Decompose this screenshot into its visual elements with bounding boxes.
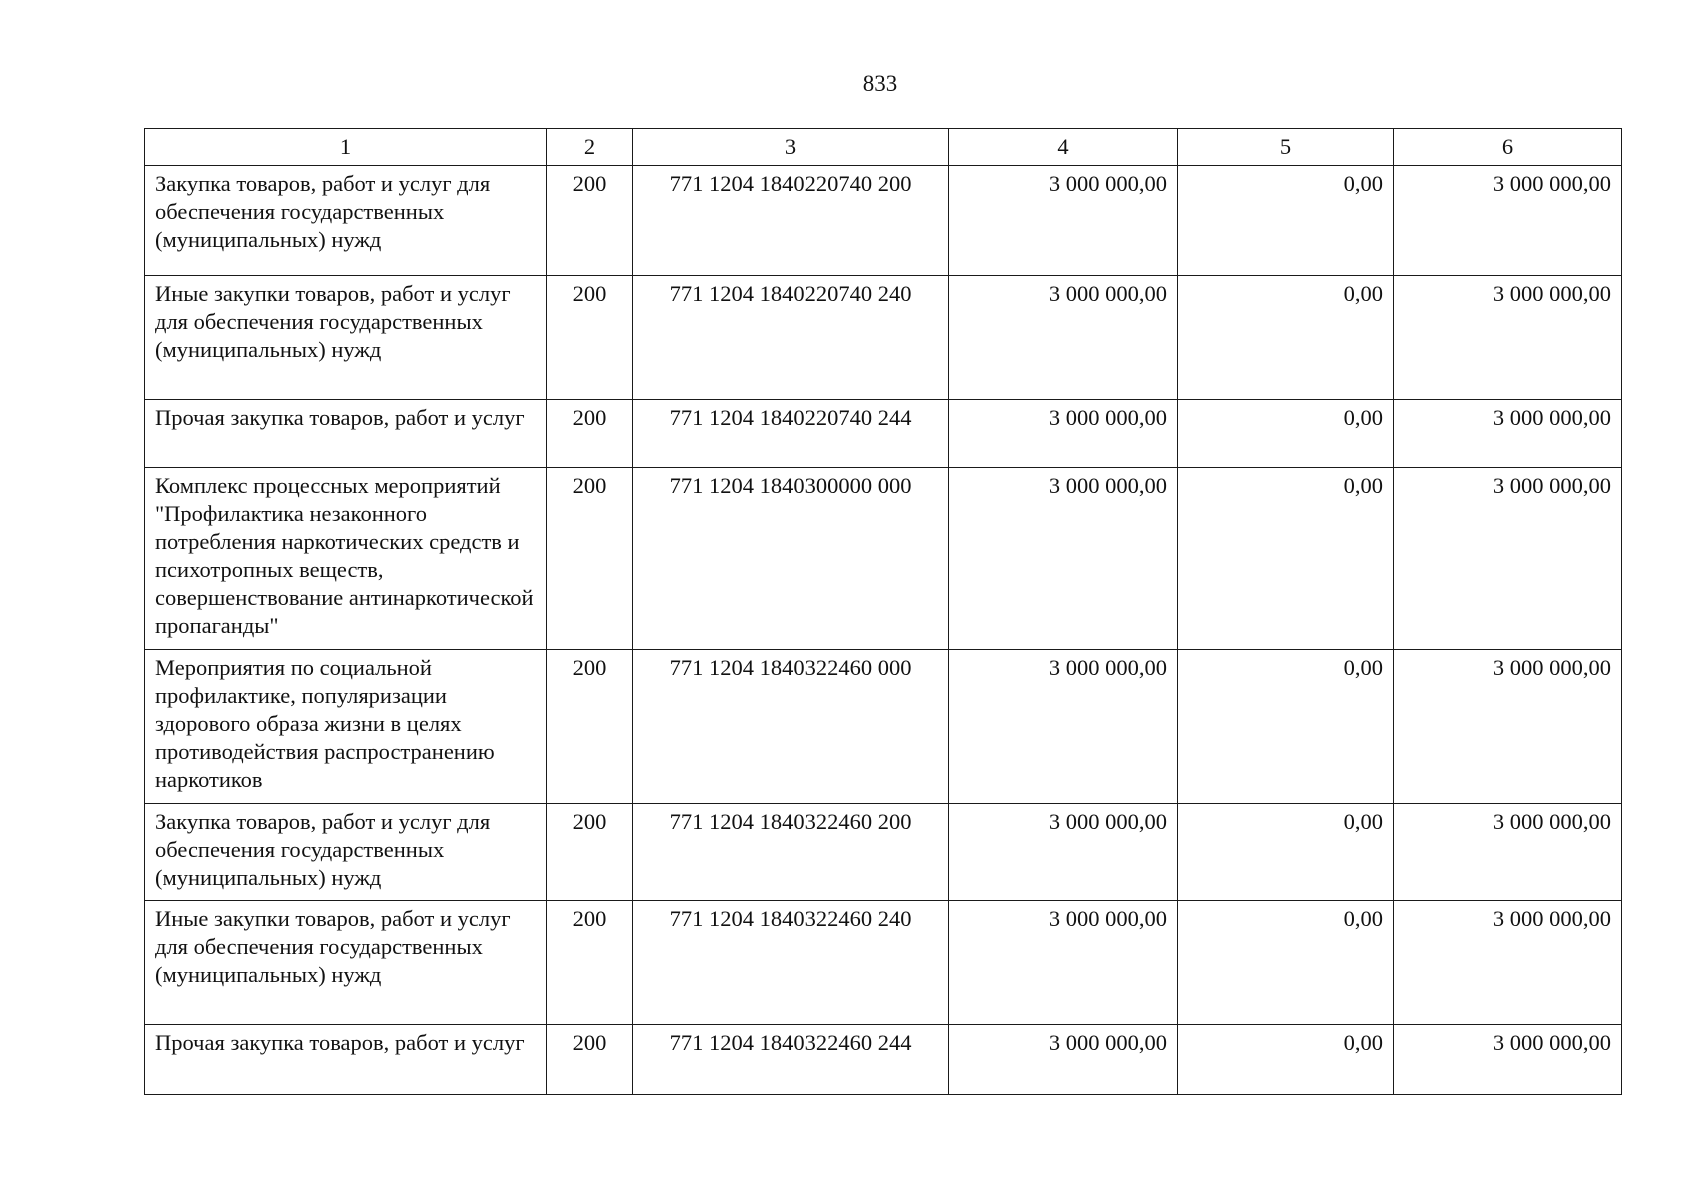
column-header-2: 2	[547, 129, 633, 166]
row-code-cell: 200	[547, 901, 633, 1025]
row-name-cell: Комплекс процессных мероприятий "Профилактика незаконного потребления наркотических средств и психотропных веществ, совершенствование антинаркотической пропаганды"	[145, 468, 547, 650]
row-amount-col6: 3 000 000,00	[1394, 1025, 1622, 1095]
row-name-cell: Прочая закупка товаров, работ и услуг	[145, 400, 547, 468]
table-row	[145, 901, 1622, 1025]
column-header-4: 4	[949, 129, 1178, 166]
row-amount-col6: 3 000 000,00	[1394, 468, 1622, 650]
page-number: 833	[862, 71, 898, 96]
row-amount-col6: 3 000 000,00	[1394, 650, 1622, 804]
row-amount-col5: 0,00	[1178, 400, 1394, 468]
table-row	[145, 166, 1622, 276]
row-kbk-cell: 771 1204 1840220740 240	[633, 276, 949, 400]
row-kbk-cell: 771 1204 1840300000 000	[633, 468, 949, 650]
row-amount-col4: 3 000 000,00	[949, 166, 1178, 276]
table-row	[145, 276, 1622, 400]
row-amount-col4: 3 000 000,00	[949, 1025, 1178, 1095]
column-header-6: 6	[1394, 129, 1622, 166]
row-amount-col5: 0,00	[1178, 901, 1394, 1025]
row-kbk-cell: 771 1204 1840322460 000	[633, 650, 949, 804]
row-amount-col6: 3 000 000,00	[1394, 901, 1622, 1025]
row-code-cell: 200	[547, 166, 633, 276]
row-amount-col6: 3 000 000,00	[1394, 400, 1622, 468]
header-row	[145, 129, 1622, 166]
table-row	[145, 468, 1622, 650]
row-name-cell: Закупка товаров, работ и услуг для обеспечения государственных (муниципальных) нужд	[145, 804, 547, 901]
row-amount-col6: 3 000 000,00	[1394, 804, 1622, 901]
row-amount-col5: 0,00	[1178, 650, 1394, 804]
table-row	[145, 650, 1622, 804]
row-code-cell: 200	[547, 276, 633, 400]
row-amount-col4: 3 000 000,00	[949, 276, 1178, 400]
row-name-cell: Прочая закупка товаров, работ и услуг	[145, 1025, 547, 1095]
row-kbk-cell: 771 1204 1840220740 244	[633, 400, 949, 468]
row-kbk-cell: 771 1204 1840322460 240	[633, 901, 949, 1025]
budget-table	[144, 128, 1622, 1095]
row-amount-col6: 3 000 000,00	[1394, 276, 1622, 400]
table-row	[145, 804, 1622, 901]
row-code-cell: 200	[547, 804, 633, 901]
column-header-5: 5	[1178, 129, 1394, 166]
row-amount-col5: 0,00	[1178, 804, 1394, 901]
row-name-cell: Закупка товаров, работ и услуг для обеспечения государственных (муниципальных) нужд	[145, 166, 547, 276]
row-name-cell: Иные закупки товаров, работ и услуг для обеспечения государственных (муниципальных) нужд	[145, 276, 547, 400]
row-amount-col4: 3 000 000,00	[949, 650, 1178, 804]
table-row	[145, 400, 1622, 468]
row-code-cell: 200	[547, 1025, 633, 1095]
row-amount-col4: 3 000 000,00	[949, 901, 1178, 1025]
column-header-1: 1	[145, 129, 547, 166]
column-header-3: 3	[633, 129, 949, 166]
table-row	[145, 1025, 1622, 1095]
row-amount-col4: 3 000 000,00	[949, 804, 1178, 901]
row-code-cell: 200	[547, 468, 633, 650]
row-amount-col6: 3 000 000,00	[1394, 166, 1622, 276]
row-amount-col4: 3 000 000,00	[949, 400, 1178, 468]
row-name-cell: Мероприятия по социальной профилактике, популяризации здорового образа жизни в целях противодействия распространению наркотиков	[145, 650, 547, 804]
row-amount-col5: 0,00	[1178, 1025, 1394, 1095]
row-name-cell: Иные закупки товаров, работ и услуг для обеспечения государственных (муниципальных) нужд	[145, 901, 547, 1025]
row-kbk-cell: 771 1204 1840220740 200	[633, 166, 949, 276]
row-amount-col5: 0,00	[1178, 276, 1394, 400]
row-amount-col5: 0,00	[1178, 468, 1394, 650]
row-amount-col4: 3 000 000,00	[949, 468, 1178, 650]
row-kbk-cell: 771 1204 1840322460 200	[633, 804, 949, 901]
row-kbk-cell: 771 1204 1840322460 244	[633, 1025, 949, 1095]
row-code-cell: 200	[547, 400, 633, 468]
row-code-cell: 200	[547, 650, 633, 804]
row-amount-col5: 0,00	[1178, 166, 1394, 276]
